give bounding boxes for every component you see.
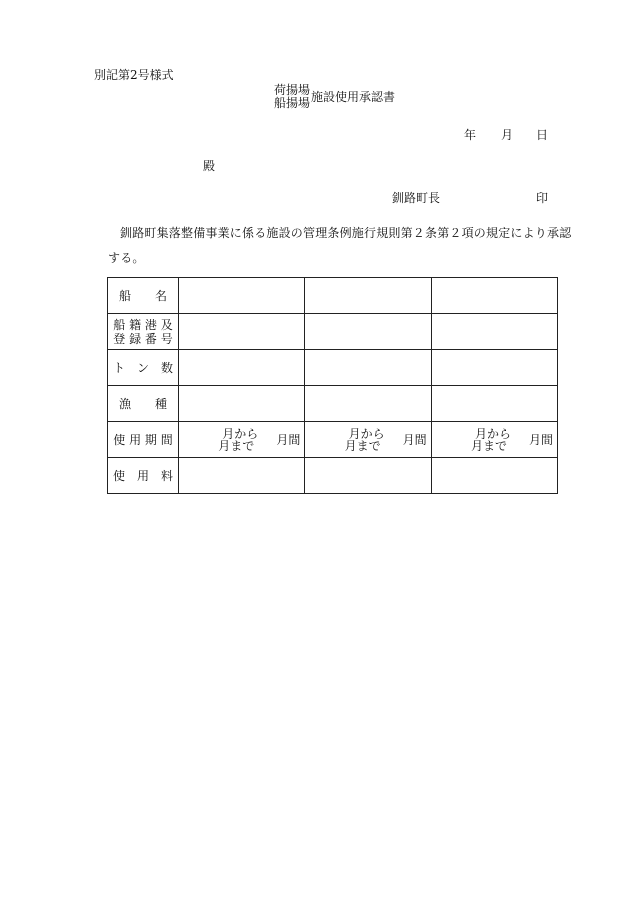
row-label-port-registration bbox=[108, 314, 179, 350]
period-to: 月まで bbox=[218, 438, 255, 453]
period-cell bbox=[431, 422, 557, 458]
title-main: 施設使用承認書 bbox=[311, 90, 396, 104]
date-month-label: 月 bbox=[501, 128, 514, 142]
issuer-name: 釧路町長 bbox=[392, 191, 441, 205]
date-day-label: 日 bbox=[536, 128, 549, 142]
table-cell bbox=[305, 350, 431, 386]
table-cell bbox=[305, 314, 431, 350]
period-months: 月間 bbox=[528, 433, 553, 447]
table-row bbox=[108, 422, 558, 458]
addressee-suffix: 殿 bbox=[203, 159, 216, 173]
table-row bbox=[108, 350, 558, 386]
table-cell bbox=[305, 458, 431, 494]
table-cell bbox=[431, 350, 557, 386]
title-variant-boat: 船揚場 bbox=[274, 96, 311, 110]
period-to: 月まで bbox=[470, 438, 507, 453]
approval-statement: 釧路町集落整備事業に係る施設の管理条例施行規則第２条第２項の規定により承認する。 bbox=[108, 226, 572, 265]
period-cell bbox=[179, 422, 305, 458]
table-row bbox=[108, 386, 558, 422]
period-from: 月から bbox=[348, 426, 385, 441]
period-to: 月まで bbox=[344, 438, 381, 453]
period-months: 月間 bbox=[276, 433, 301, 447]
date-year-label: 年 bbox=[464, 128, 477, 142]
table-cell bbox=[179, 458, 305, 494]
table-row bbox=[108, 278, 558, 314]
table-cell bbox=[431, 278, 557, 314]
label-line: 船 籍 港 及 bbox=[113, 317, 173, 332]
row-label-vessel-name: 船 名 bbox=[108, 278, 179, 314]
title-variants bbox=[274, 84, 310, 110]
table-cell bbox=[179, 314, 305, 350]
form-number: 別記第2号様式 bbox=[94, 68, 174, 82]
label-stack bbox=[113, 318, 172, 346]
vessel-table bbox=[107, 277, 558, 494]
table-cell bbox=[305, 386, 431, 422]
row-label-usage-fee: 使 用 料 bbox=[108, 458, 179, 494]
label-line: 登 録 番 号 bbox=[113, 331, 173, 346]
period-from: 月から bbox=[222, 426, 259, 441]
period-months: 月間 bbox=[402, 433, 427, 447]
table-cell bbox=[431, 458, 557, 494]
document-title bbox=[274, 84, 395, 110]
table-cell bbox=[179, 350, 305, 386]
title-variant-loading: 荷揚場 bbox=[274, 83, 311, 97]
table-cell bbox=[179, 278, 305, 314]
table-cell bbox=[431, 386, 557, 422]
period-from: 月から bbox=[474, 426, 511, 441]
row-label-usage-period: 使 用 期 間 bbox=[108, 422, 179, 458]
table-cell bbox=[179, 386, 305, 422]
row-label-fishery-type: 漁 種 bbox=[108, 386, 179, 422]
table-cell bbox=[305, 278, 431, 314]
period-cell bbox=[305, 422, 431, 458]
row-label-tonnage: ト ン 数 bbox=[108, 350, 179, 386]
table-row bbox=[108, 458, 558, 494]
seal-mark: 印 bbox=[536, 191, 549, 205]
table-row bbox=[108, 314, 558, 350]
table-cell bbox=[431, 314, 557, 350]
